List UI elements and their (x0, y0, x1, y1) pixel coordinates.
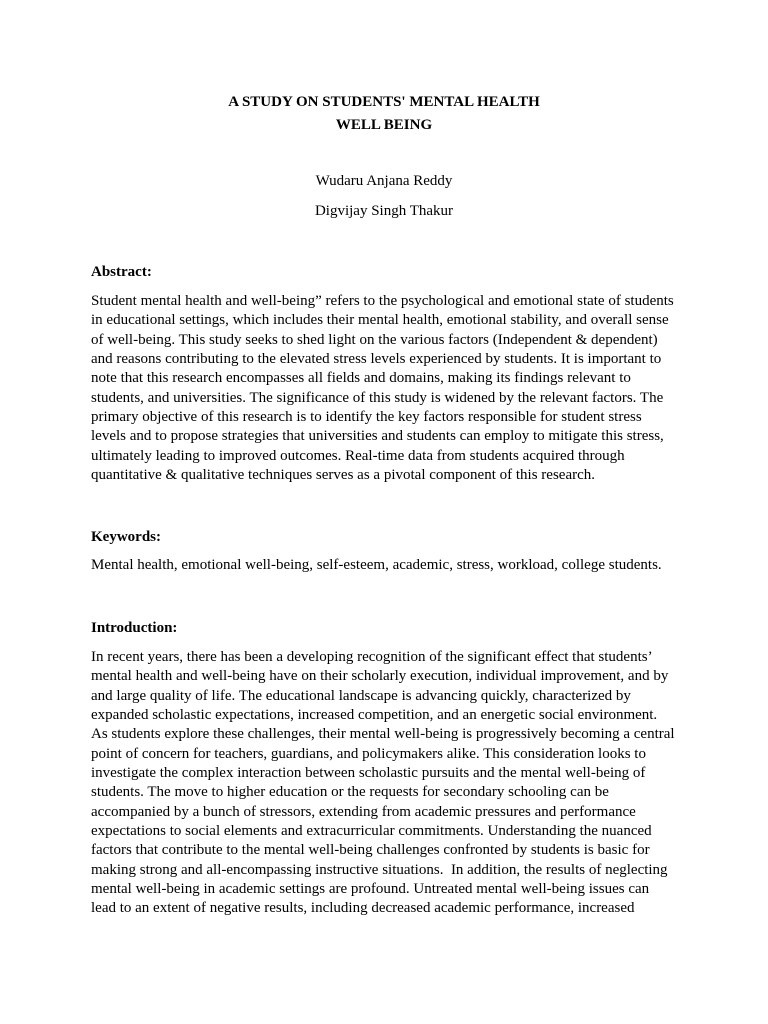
introduction-line: accompanied by a bunch of stressors, extending from academic pressures and performance (91, 803, 636, 820)
introduction-line: expectations to social elements and extracurricular commitments. Understanding the nuanced (91, 823, 652, 840)
abstract-line: ultimately leading to improved outcomes. Real-time data from students acquired through (91, 447, 625, 464)
abstract-heading: Abstract: (91, 264, 152, 280)
abstract-line: in educational settings, which includes their mental health, emotional stability, and overall sense (91, 312, 669, 329)
paper-title-line-2: WELL BEING (335, 117, 433, 133)
abstract-line: quantitative & qualitative techniques serves as a pivotal component of this research. (91, 467, 596, 484)
author-1: Wudaru Anjana Reddy (315, 173, 453, 189)
abstract-line: Student mental health and well-being” refers to the psychological and emotional state of students (91, 293, 674, 309)
introduction-heading: Introduction: (91, 620, 178, 636)
introduction-line: making strong and all-encompassing instructive situations. In addition, the results of neglecting (91, 861, 668, 878)
abstract-line: levels and to propose strategies that universities and students can employ to mitigate this stress, (91, 428, 664, 445)
abstract-body (91, 292, 691, 485)
introduction-line: investigate the complex interaction between scholastic pursuits and the mental well-being of (91, 765, 646, 782)
keywords-heading: Keywords: (91, 529, 161, 545)
abstract-line: primary objective of this research is to identify the key factors responsible for student stress (91, 409, 642, 426)
abstract-line: students, and universities. The significance of this study is widened by the relevant factors. The (91, 389, 664, 406)
introduction-line: mental well-being in academic settings are profound. Untreated mental well-being issues can (91, 881, 650, 898)
author-2: Digvijay Singh Thakur (314, 203, 454, 219)
paper-title-line-1: A STUDY ON STUDENTS' MENTAL HEALTH (228, 94, 540, 110)
introduction-line: expanded scholastic expectations, increased competition, and an energetic social environment. (91, 707, 658, 724)
keywords-line: Mental health, emotional well-being, self-esteem, academic, stress, workload, college students. (91, 557, 662, 573)
abstract-line: and reasons contributing to the elevated stress levels experienced by students. It is important to (91, 351, 662, 368)
introduction-line: mental health and well-being have on their scholarly execution, individual improvement, and by (91, 668, 669, 685)
introduction-body (91, 648, 691, 919)
abstract-line: of well-being. This study seeks to shed light on the various factors (Independent & dependent) (91, 331, 658, 348)
introduction-line: As students explore these challenges, their mental well-being is progressively becoming a central (91, 726, 675, 743)
keywords-body (91, 556, 691, 575)
introduction-line: students. The move to higher education or the requests for secondary schooling can be (91, 784, 609, 801)
introduction-line: In recent years, there has been a developing recognition of the significant effect that students’ (91, 649, 653, 665)
abstract-line: note that this research encompasses all fields and domains, making its findings relevant to (91, 370, 631, 387)
introduction-line: and large quality of life. The educational landscape is advancing quickly, characterized by (91, 687, 631, 704)
introduction-line: factors that contribute to the mental well-being challenges confronted by students is basic for (91, 842, 650, 859)
introduction-line: lead to an extent of negative results, including decreased academic performance, increased (91, 900, 635, 917)
introduction-line: point of concern for teachers, guardians, and policymakers alike. This consideration looks to (91, 745, 646, 762)
